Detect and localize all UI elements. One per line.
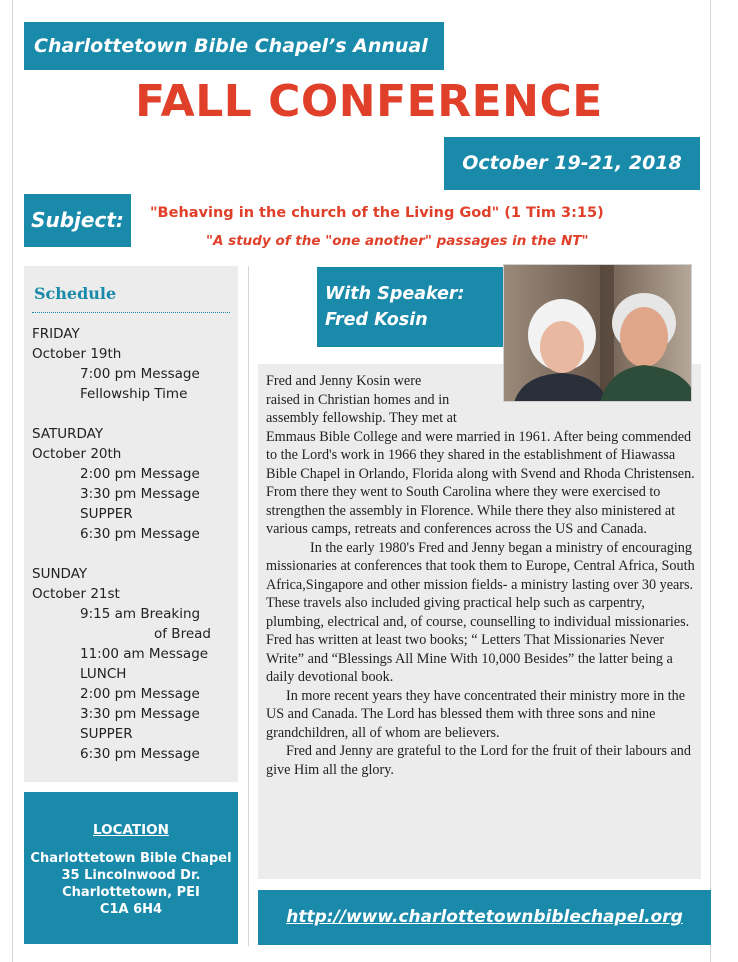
bio-line: raised in Christian homes and in [266, 391, 450, 408]
schedule-gap [32, 544, 238, 564]
subject-title: "Behaving in the church of the Living God" (1 Tim 3:15) [150, 205, 604, 221]
schedule-divider [32, 312, 230, 313]
bio-paragraph-2: In the early 1980's Fred and Jenny began a ministry of encouraging missionaries at conferences that took them to Europe, Central Africa, South Africa,Singapore and other mission fields- a ministry lasting over 30 years. These travels also included giving practical help such as carpentry, plumbing, electrical and, of course, counselling to individual missionaries. Fred has written at least two books; “ Letters That Missionaries Never Write” and “Blessings All Mine With 10,000 Besides” the latter being a daily devotional book. [266, 539, 695, 685]
schedule-line: 6:30 pm Message [80, 526, 200, 542]
speaker-name: Fred Kosin [325, 310, 428, 330]
bio-line: assembly fellowship. They met at [266, 410, 457, 426]
address-line: Charlottetown Bible Chapel [30, 851, 232, 866]
bio-line: Fred and Jenny Kosin were [266, 373, 422, 389]
location-box [24, 792, 238, 944]
subject-subtitle: "A study of the "one another" passages in the NT" [206, 233, 589, 249]
schedule-line: LUNCH [80, 666, 127, 682]
schedule-line: SUNDAY [32, 566, 88, 582]
schedule-line: 7:00 pm Message [80, 366, 200, 382]
schedule-line: 3:30 pm Message [80, 486, 200, 502]
schedule-line: 11:00 am Message [80, 646, 209, 662]
website-link[interactable]: http://www.charlottetownbiblechapel.org [258, 890, 711, 945]
speaker-bio [266, 372, 698, 779]
schedule-line: 2:00 pm Message [80, 686, 200, 702]
schedule-line: SATURDAY [32, 426, 104, 442]
bio-paragraph-3: In more recent years they have concentrated their ministry more in the US and Canada. The Lord has blessed them with three sons and nine grandchildren, all of whom are believers. [266, 687, 686, 741]
schedule-line: 6:30 pm Message [80, 746, 200, 762]
schedule-heading: Schedule [34, 284, 117, 303]
speaker-label: With Speaker: [325, 284, 465, 304]
left-edge-line [12, 0, 13, 962]
schedule-line: 9:15 am Breaking [80, 606, 201, 622]
address-line: 35 Lincolnwood Dr. [61, 868, 201, 883]
schedule-line: SUPPER [80, 506, 133, 522]
page-title: FALL CONFERENCE [135, 76, 603, 127]
schedule-line: SUPPER [80, 726, 133, 742]
annual-banner: Charlottetown Bible Chapel’s Annual [24, 22, 444, 70]
subject-label: Subject: [24, 194, 131, 247]
schedule-line: of Bread [154, 626, 211, 642]
schedule-line: FRIDAY [32, 326, 80, 342]
right-edge-line [710, 0, 711, 962]
location-address [24, 850, 238, 918]
schedule-line: 2:00 pm Message [80, 466, 200, 482]
column-divider [248, 266, 249, 946]
schedule-line: October 21st [32, 586, 120, 602]
schedule-list [32, 324, 238, 764]
address-line: C1A 6H4 [99, 902, 163, 917]
schedule-gap [32, 404, 238, 424]
bio-paragraph-4: Fred and Jenny are grateful to the Lord for the fruit of their labours and give Him all the glory. [266, 743, 691, 778]
schedule-line: October 20th [32, 446, 122, 462]
schedule-line: 3:30 pm Message [80, 706, 200, 722]
schedule-line: October 19th [32, 346, 122, 362]
bio-paragraph-1: Emmaus Bible College and were married in 1961. After being commended to the Lord's work in 1966 they shared in the establishment of Hiawassa Bible Chapel in Orlando, Florida along with Svend and Rhoda Christensen. From there they went to South Carolina where they were exercised to strengthen the assembly in Florence. While there they also ministered at various camps, retreats and conferences across the US and Canada. [266, 428, 695, 537]
location-title: LOCATION [93, 822, 169, 838]
schedule-panel [24, 266, 238, 782]
speaker-banner [317, 267, 503, 347]
address-line: Charlottetown, PEI [62, 885, 200, 900]
bio-intro [266, 372, 491, 428]
schedule-line: Fellowship Time [80, 386, 188, 402]
date-banner: October 19-21, 2018 [444, 137, 700, 190]
